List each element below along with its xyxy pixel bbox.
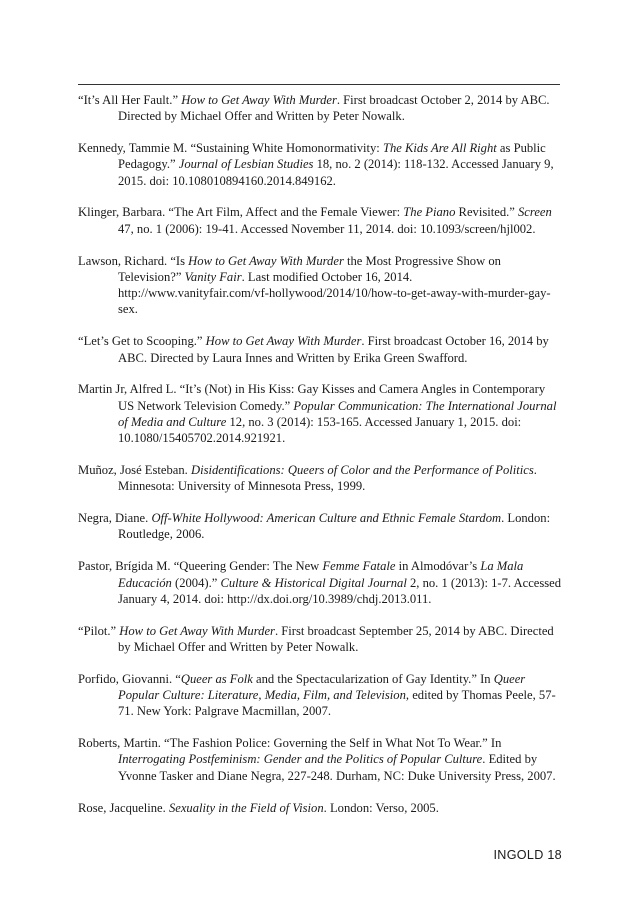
entry-title-italic: The Kids Are All Right: [382, 141, 497, 156]
entry-text: Kennedy, Tammie M. “Sustaining White Homonormativity:: [78, 141, 383, 156]
entry-title-italic: Queer Popular Culture: Literature, Media, Film, and Television,: [118, 671, 526, 703]
entry-text: Lawson, Richard. “Is: [78, 253, 189, 268]
bibliography-entry: [78, 333, 562, 366]
bibliography-entry: [78, 800, 562, 816]
entry-title-italic: Off-White Hollywood: American Culture and Ethnic Female Stardom: [151, 511, 502, 526]
bibliography-list: [78, 92, 562, 831]
entry-text: the Most Progressive Show on Television?”: [118, 253, 501, 284]
entry-title-italic: La Mala Educación: [118, 559, 524, 590]
bibliography-entry: [78, 510, 562, 543]
entry-text: 2, no. 1 (2013): 1-7. Accessed January 4, 2014. doi: http://dx.doi.org/10.3989/chdj.2013.011.: [118, 575, 562, 606]
entry-title-italic: Culture & Historical Digital Journal: [220, 575, 407, 590]
entry-title-italic: Queer as Folk: [180, 671, 253, 686]
entry-text: Roberts, Martin. “The Fashion Police: Governing the Self in What Not To Wear.” In: [78, 736, 502, 751]
entry-text: Revisited.”: [455, 205, 518, 220]
entry-text: 18, no. 2 (2014): 118-132. Accessed January 9, 2015. doi: 10.108010894160.2014.849162.: [118, 157, 554, 188]
entry-title-italic: How to Get Away With Murder: [188, 253, 344, 268]
entry-title-italic: Popular Communication: The International Journal of Media and Culture: [118, 398, 557, 429]
entry-text: . Last modified October 16, 2014. http://www.vanityfair.com/vf-hollywood/2014/10/how-to-get-away-with-murder-gay-sex.: [118, 269, 551, 317]
bibliography-entry: [78, 253, 562, 318]
bibliography-entry: [78, 204, 562, 237]
bibliography-entry: [78, 381, 562, 446]
entry-text: . London: Verso, 2005.: [323, 800, 439, 815]
entry-text: . First broadcast September 25, 2014 by ABC. Directed by Michael Offer and Written by Peter Nowalk.: [118, 623, 554, 654]
entry-title-italic: How to Get Away With Murder: [119, 623, 275, 638]
entry-text: . First broadcast October 16, 2014 by ABC. Directed by Laura Innes and Written by Erika Green Swafford.: [118, 334, 549, 365]
entry-text: edited by Thomas Peele, 57-71. New York: Palgrave Macmillan, 2007.: [118, 688, 556, 719]
entry-text: . First broadcast October 2, 2014 by ABC. Directed by Michael Offer and Written by Peter Nowalk.: [118, 93, 550, 124]
bibliography-entry: [78, 92, 562, 125]
bibliography-entry: [78, 558, 562, 607]
header-rule: [78, 84, 560, 85]
bibliography-entry: [78, 462, 562, 495]
entry-text: Muñoz, José Esteban.: [78, 463, 191, 478]
entry-text: Martin Jr, Alfred L. “It’s (Not) in His Kiss: Gay Kisses and Camera Angles in Contemporary US Network Television Comedy.”: [78, 382, 546, 413]
entry-title-italic: Journal of Lesbian Studies: [178, 157, 314, 172]
entry-text: “It’s All Her Fault.”: [78, 93, 182, 107]
entry-text: . Minnesota: University of Minnesota Press, 1999.: [118, 463, 537, 494]
page-footer: INGOLD 18: [493, 848, 562, 862]
entry-text: 12, no. 3 (2014): 153-165. Accessed January 1, 2015. doi: 10.1080/15405702.2014.921921.: [118, 414, 522, 446]
entry-title-italic: The Piano: [403, 205, 456, 220]
entry-title-italic: How to Get Away With Murder: [205, 334, 362, 349]
bibliography-entry: [78, 140, 562, 189]
entry-text: Rose, Jacqueline.: [78, 800, 169, 815]
entry-text: 47, no. 1 (2006): 19-41. Accessed November 11, 2014. doi: 10.1093/screen/hjl002.: [118, 221, 536, 236]
entry-text: (2004).”: [171, 575, 221, 590]
entry-text: Klinger, Barbara. “The Art Film, Affect and the Female Viewer:: [78, 205, 404, 220]
entry-title-italic: Sexuality in the Field of Vision: [168, 800, 324, 815]
entry-title-italic: Screen: [518, 205, 552, 220]
entry-text: Pastor, Brígida M. “Queering Gender: The New: [78, 559, 323, 574]
entry-text: and the Spectacularization of Gay Identity.” In: [252, 671, 494, 686]
bibliography-entry: [78, 671, 562, 720]
entry-text: Negra, Diane.: [78, 511, 152, 526]
entry-title-italic: Disidentifications: Queers of Color and the Performance of Politics: [190, 463, 534, 478]
entry-title-italic: Femme Fatale: [322, 559, 396, 574]
entry-text: in Almodóvar’s: [395, 559, 481, 574]
entry-text: “Let’s Get to Scooping.”: [78, 334, 206, 349]
entry-text: . London: Routledge, 2006.: [118, 511, 551, 542]
entry-title-italic: How to Get Away With Murder: [181, 93, 337, 107]
entry-title-italic: Interrogating Postfeminism: Gender and the Politics of Popular Culture: [118, 752, 483, 767]
bibliography-entry: [78, 735, 562, 784]
entry-text: as Public Pedagogy.”: [118, 141, 546, 172]
entry-title-italic: Vanity Fair: [184, 269, 242, 284]
entry-text: . Edited by Yvonne Tasker and Diane Negra, 227-248. Durham, NC: Duke University Press, 2007.: [118, 752, 556, 783]
bibliography-entry: [78, 623, 562, 656]
entry-text: “Pilot.”: [78, 623, 120, 638]
entry-text: Porfido, Giovanni. “: [78, 671, 181, 686]
